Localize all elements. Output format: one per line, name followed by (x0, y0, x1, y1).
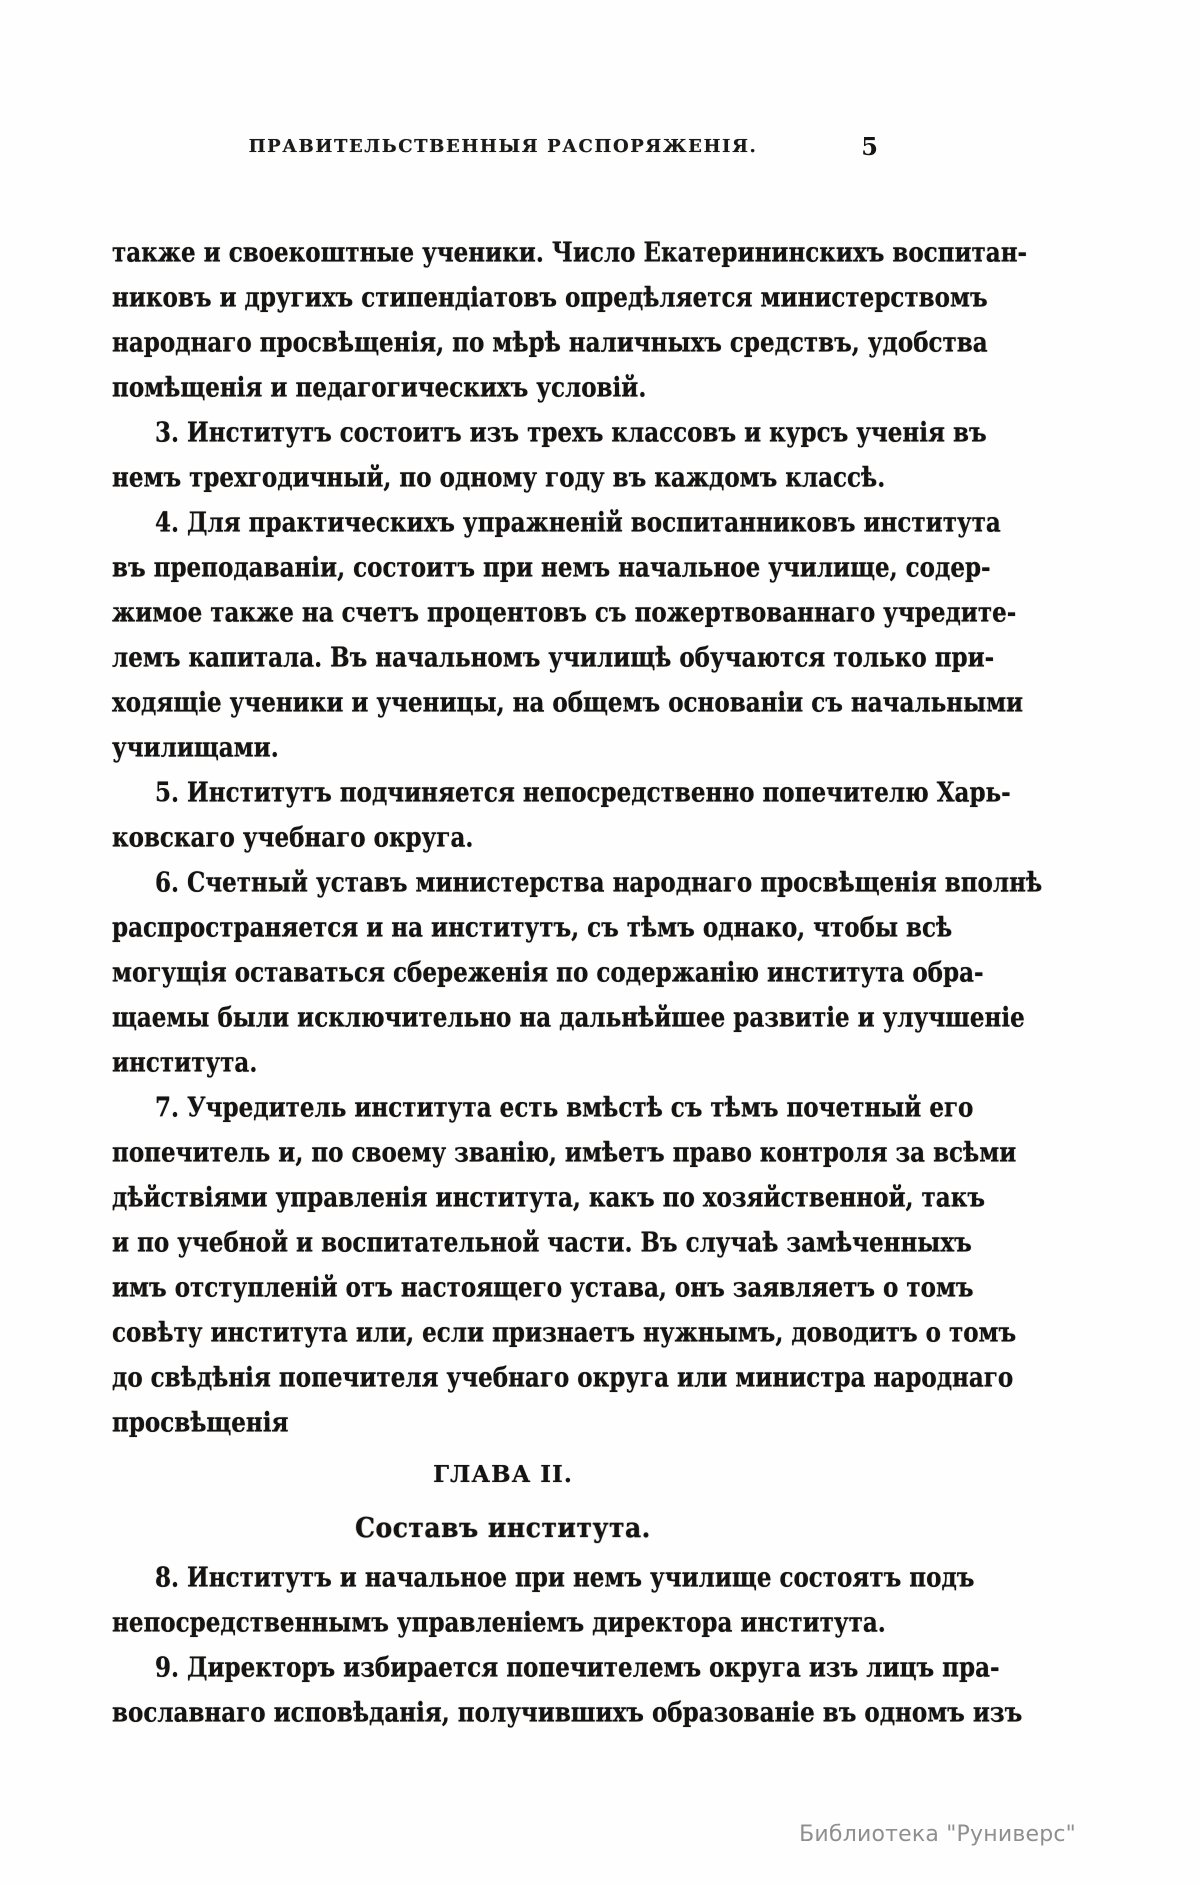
chapter-heading: ГЛАВА II. (433, 1461, 573, 1488)
text-line: 5. Институтъ подчиняется непосредственно попечителю Харь- (155, 777, 1011, 809)
text-line: 9. Директоръ избирается попечителемъ округа изъ лицъ пра- (155, 1652, 1000, 1684)
text-line: до свѣдѣнія попечителя учебнаго округа или министра народнаго (112, 1362, 1014, 1394)
text-line: распространяется и на институтъ, съ тѣмъ однако, чтобы всѣ (112, 912, 953, 944)
text-line: 7. Учредитель института есть вмѣстѣ съ тѣмъ почетный его (155, 1092, 974, 1124)
text-line: въ преподаваніи, состоитъ при немъ начальное училище, содер- (112, 552, 991, 584)
text-line: 4. Для практическихъ упражненій воспитанниковъ института (155, 507, 1001, 539)
page-body (112, 231, 1043, 1736)
text-line: попечитель и, по своему званію, имѣетъ право контроля за всѣми (112, 1137, 1017, 1169)
page-header (112, 132, 894, 166)
text-line: также и своекоштные ученики. Число Екатерининскихъ воспитан- (112, 237, 1028, 269)
paragraph (112, 501, 1024, 771)
text-line: 8. Институтъ и начальное при немъ училище состоятъ подъ (155, 1562, 975, 1594)
paragraph (112, 231, 1028, 411)
text-line: ходящіе ученики и ученицы, на общемъ основаніи съ начальными (112, 687, 1024, 719)
text-line: лемъ капитала. Въ начальномъ училищѣ обучаются только при- (112, 642, 995, 674)
text-line: 3. Институтъ состоитъ изъ трехъ классовъ и курсъ ученія въ (155, 417, 987, 449)
page-number: 5 (861, 132, 878, 161)
text-line: просвѣщенія (112, 1407, 289, 1439)
text-line: имъ отступленій отъ настоящего устава, онъ заявляетъ о томъ (112, 1272, 974, 1304)
running-title: ПРАВИТЕЛЬСТВЕННЫЯ РАСПОРЯЖЕНІЯ. (248, 136, 758, 157)
text-line: непосредственнымъ управленіемъ директора института. (112, 1607, 886, 1639)
text-line: училищами. (112, 732, 279, 764)
paragraph (112, 861, 1043, 1086)
library-watermark: Библиотека "Руниверс" (799, 1822, 1076, 1847)
text-line: ковскаго учебнаго округа. (112, 822, 474, 854)
text-line: жимое также на счетъ процентовъ съ пожертвованнаго учредите- (112, 597, 1017, 629)
paragraph (112, 411, 987, 501)
text-line: дѣйствіями управленія института, какъ по хозяйственной, такъ (112, 1182, 985, 1214)
text-line: института. (112, 1047, 258, 1079)
text-line: народнаго просвѣщенія, по мѣрѣ наличныхъ средствъ, удобства (112, 327, 988, 359)
text-line: и по учебной и воспитательной части. Въ случаѣ замѣченныхъ (112, 1227, 972, 1259)
text-line: вославнаго исповѣданія, получившихъ образованіе въ одномъ изъ (112, 1697, 1023, 1729)
paragraph (112, 1086, 1017, 1446)
text-line: никовъ и другихъ стипендіатовъ опредѣляется министерствомъ (112, 282, 988, 314)
paragraph (112, 1646, 1023, 1736)
text-line: 6. Счетный уставъ министерства народнаго просвѣщенія вполнѣ (155, 867, 1043, 899)
chapter-subtitle: Составъ института. (355, 1511, 651, 1544)
text-line: помѣщенія и педагогическихъ условій. (112, 372, 647, 404)
text-line: совѣту института или, если признаетъ нужнымъ, доводитъ о томъ (112, 1317, 1017, 1349)
paragraph (112, 1556, 975, 1646)
text-line: щаемы были исключительно на дальнѣйшее развитіе и улучшеніе (112, 1002, 1025, 1034)
text-line: могущія оставаться сбереженія по содержанію института обра- (112, 957, 984, 989)
paragraph (112, 771, 1011, 861)
text-line: немъ трехгодичный, по одному году въ каждомъ классѣ. (112, 462, 886, 494)
